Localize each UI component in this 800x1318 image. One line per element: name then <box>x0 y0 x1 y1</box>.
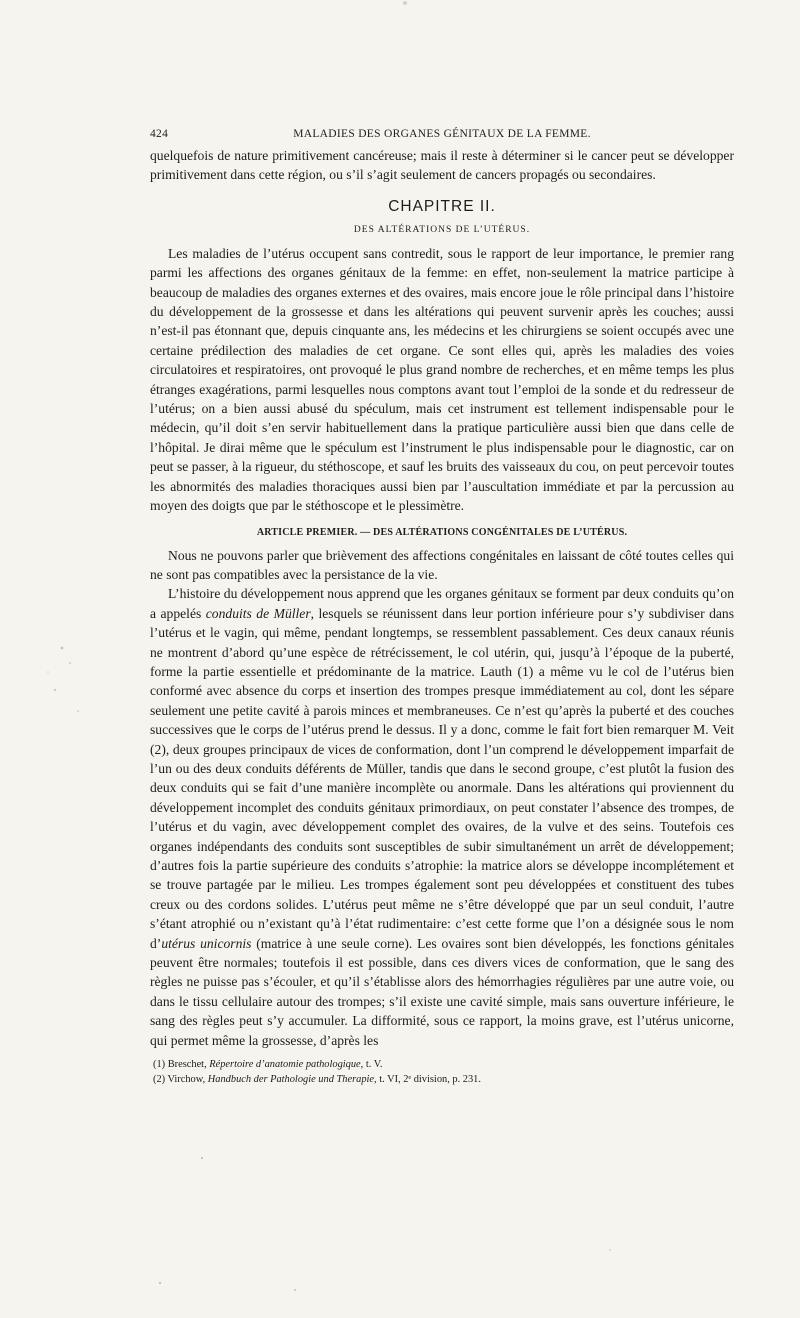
footnote-title: Handbuch der Pathologie und Therapie <box>207 1074 375 1086</box>
footnote-title: Répertoire d’anatomie pathologique <box>209 1059 361 1071</box>
chapter-paragraph: Les maladies de l’utérus occupent sans contredit, sous le rapport de leur importance, le premier rang parmi les affections des organes génitaux de la femme: en effet, non-seulement la matrice participe à beaucoup de maladies des organes externes et des ovaires, mais encore joue le rôle principal dans l’histoire du développement de la grossesse et dans les altérations qui peuvent survenir après les couches; aussi n’est-il pas étonnant que, depuis cinquante ans, les médecins et les chirurgiens se soient occupés avec une certaine prédilection des maladies de cet organe. Ce sont elles qui, après les maladies des voies circulatoires et respiratoires, ont provoqué le plus grand nombre de recherches, et en même temps les plus étranges exagérations, parmi lesquelles nous comptons avant tout l’emploi de la sonde et du redresseur de l’utérus; on a bien aussi abusé du spéculum, mais cet instrument est tellement indispensable pour le médecin, qu’il doit s’en servir habituellement dans la pratique particulière aussi bien que dans celle de l’hôpital. Je dirai même que le spéculum est l’instrument le plus indispensable pour le diagnostic, car on peut se passer, à la rigueur, du stéthoscope, et sauf les bruits des vaisseaux du cou, on peut percevoir toutes les abnormités des maladies thoraciques aussi bien par l’auscultation immédiate et par la percussion au moyen des doigts que par le stéthoscope et le plessimètre. <box>150 245 734 514</box>
footnote-text: (1) Breschet, <box>153 1059 210 1071</box>
paragraph-text: , lesquels se réunissent dans leur portion inférieure pour s’y subdiviser dans l’utérus et le vagin, qui même, pendant longtemps, se ressemblent passablement. Ces deux canaux réunis ne montrent d’abord qu’une espèce de rétrécissement, le col utérin, qui, jusqu’à l’époque de la puberté, forme la partie essentielle et prédominante de la matrice. Lauth (1) a même vu le col de l’utérus bien conformé avec absence du corps et insertion des trompes presque immédiatement au col, dont les sépare seulement une petite cavité à parois minces et membraneuses. Ce n’est qu’après la puberté et des couches successives que le corps de l’utérus prend le dessus. Il y a donc, comme le fait fort bien remarquer M. Veit (2), deux groupes principaux de vices de conformation, dont l’un comprend le développement imparfait de l’un ou des deux conduits déférents de Müller, tandis que dans le second groupe, c’est plutôt la fusion des deux conduits qui se fait d’une manière incomplète ou anormale. Dans les altérations qui proviennent du développement incomplet des conduits génitaux primordiaux, on peut constater l’absence des trompes, de l’utérus et du vagin, avec développement complet des ovaires, de la vulve et des seins. Toutefois ces organes indépendants des conduits sont susceptibles de subir simultanément un arrêt de développement; d’autres fois la partie supérieure des conduits s’atrophie: la matrice alors se développe incomplétement et se trouve partagée par le milieu. Les trompes également sont peu développées et constituent des tubes creux ou des cordons solides. L’utérus peut même ne s’être développé que par un seul conduit, l’autre s’étant atrophié ou n’existant qu’à l’état rudimentaire: c’est cette forme que l’on a désignée sous le nom d’ <box>150 605 735 951</box>
article-paragraph-2 <box>150 584 734 1050</box>
paragraph-text: (matrice à une seule corne). Les ovaires sont bien développés, les fonctions génitales peuvent être normales; toutefois il est possible, dans ces divers vices de conformation, que le sang des règles ne puisse pas s’écouler, et qu’il s’établisse alors des hémorrhagies régulières par une autre voie, ou dans le tissu cellulaire autour des trompes; s’il existe une cavité simple, mais sans ouverture inférieure, le sang des règles peut s’y accumuler. La difformité, sous ce rapport, la moins grave, est l’utérus unicorne, qui permet même la grossesse, d’après les <box>150 935 734 1048</box>
paragraph-text: L’histoire du développement nous apprend que les organes génitaux se forment par deux conduits qu’on a appelés <box>150 586 734 621</box>
footnote-2 <box>150 1072 734 1087</box>
italic-term: utérus unicornis <box>161 935 252 951</box>
article-heading: ARTICLE PREMIER. — DES ALTÉRATIONS CONGÉNITALES DE L’UTÉRUS. <box>256 526 628 538</box>
footnote-text: (2) Virchow, <box>153 1074 208 1086</box>
chapter-title: CHAPITRE II. <box>388 197 496 215</box>
footnotes <box>150 1057 734 1087</box>
running-header <box>150 128 734 146</box>
italic-term: conduits de Müller <box>205 605 311 621</box>
article-paragraph-1: Nous ne pouvons parler que brièvement des affections congénitales en laissant de côté toutes celles qui ne sont pas compatibles avec la persistance de la vie. <box>150 547 734 582</box>
footnote-1 <box>150 1057 734 1072</box>
footnote-text: , t. VI, 2ᵉ division, p. 231. <box>374 1074 481 1086</box>
running-title: MALADIES DES ORGANES GÉNITAUX DE LA FEMME. <box>293 128 591 140</box>
page-content <box>150 128 734 1087</box>
opening-paragraph: quelquefois de nature primitivement cancéreuse; mais il reste à déterminer si le cancer peut se développer primitivement dans cette région, ou s’il s’agit seulement de cancers propagés ou secondaires. <box>150 148 734 183</box>
chapter-subtitle: DES ALTÉRATIONS DE L’UTÉRUS. <box>353 224 531 235</box>
footnote-text: , t. V. <box>360 1059 383 1071</box>
page-number: 424 <box>150 128 169 140</box>
